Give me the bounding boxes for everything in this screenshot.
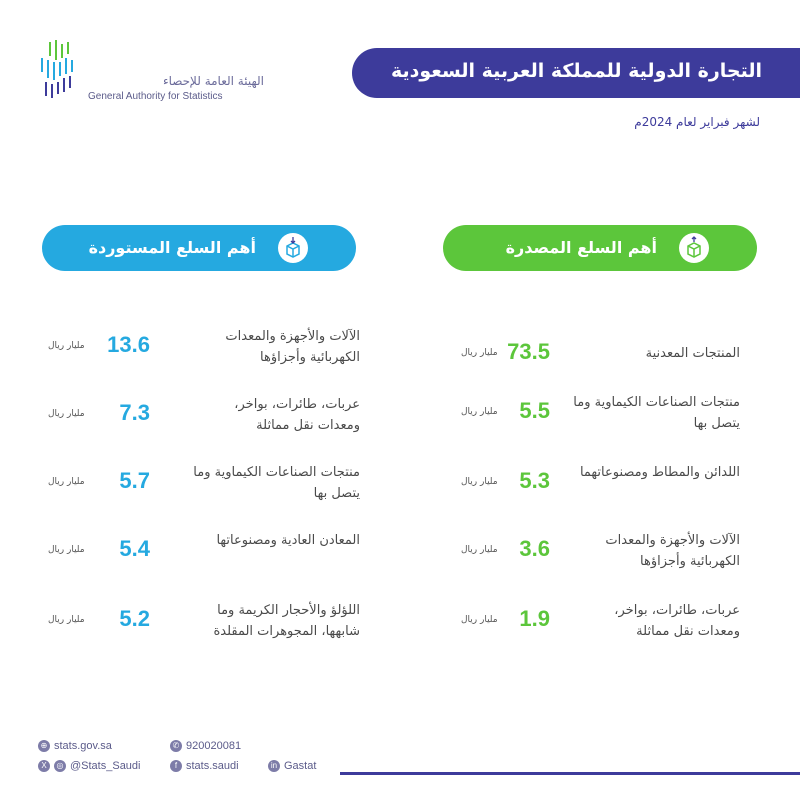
import-item-unit: مليار ريال bbox=[48, 409, 85, 419]
social-handle-text: @Stats_Saudi bbox=[70, 760, 141, 772]
import-item-label: منتجات الصناعات الكيماوية وما يتصل بها bbox=[193, 465, 360, 501]
export-item-label: اللدائن والمطاط ومصنوعاتهما bbox=[579, 465, 740, 480]
export-item-value: 3.6 bbox=[519, 536, 550, 561]
import-item-value: 7.3 bbox=[119, 400, 150, 425]
globe-icon: ⊕ bbox=[38, 740, 50, 752]
import-item-label: عربات، طائرات، بواخر، ومعدات نقل مماثلة bbox=[234, 397, 360, 433]
export-item-label: منتجات الصناعات الكيماوية وما يتصل بها bbox=[573, 395, 740, 431]
footer-phone[interactable] bbox=[170, 740, 241, 752]
footer bbox=[38, 738, 438, 788]
export-item-value: 1.9 bbox=[519, 606, 550, 631]
import-item-4 bbox=[40, 530, 360, 580]
import-item-value: 13.6 bbox=[107, 332, 150, 357]
export-item-unit: مليار ريال bbox=[461, 348, 498, 358]
footer-social-x-instagram[interactable] bbox=[38, 760, 141, 772]
exports-title: أهم السلع المصدرة bbox=[505, 238, 657, 257]
footer-linkedin[interactable] bbox=[268, 760, 316, 772]
website-text: stats.gov.sa bbox=[54, 740, 112, 752]
imports-header bbox=[42, 225, 356, 271]
import-item-value: 5.2 bbox=[119, 606, 150, 631]
import-item-value: 5.4 bbox=[119, 536, 150, 561]
import-item-3 bbox=[40, 462, 360, 512]
export-item-4 bbox=[455, 530, 740, 580]
linkedin-text: Gastat bbox=[284, 760, 317, 772]
footer-divider bbox=[340, 772, 800, 775]
phone-icon: ✆ bbox=[170, 740, 182, 752]
facebook-icon: f bbox=[170, 760, 182, 772]
import-item-1 bbox=[40, 326, 360, 376]
export-item-5 bbox=[455, 600, 740, 650]
import-item-2 bbox=[40, 394, 360, 444]
org-logo bbox=[38, 38, 264, 108]
import-item-label: اللؤلؤ والأحجار الكريمة وما شابهها، المجوهرات المقلدة bbox=[213, 603, 360, 639]
export-item-unit: مليار ريال bbox=[461, 477, 498, 487]
import-item-unit: مليار ريال bbox=[48, 545, 85, 555]
export-item-unit: مليار ريال bbox=[461, 407, 498, 417]
page-subtitle: لشهر فبراير لعام 2024م bbox=[634, 115, 760, 129]
export-item-2 bbox=[455, 392, 740, 442]
box-up-icon bbox=[679, 233, 709, 263]
import-item-label: الآلات والأجهزة والمعدات الكهربائية وأجزاؤها bbox=[225, 329, 360, 365]
import-item-unit: مليار ريال bbox=[48, 341, 85, 351]
exports-header bbox=[443, 225, 757, 271]
export-item-label: عربات، طائرات، بواخر، ومعدات نقل مماثلة bbox=[614, 603, 740, 639]
import-item-unit: مليار ريال bbox=[48, 477, 85, 487]
import-item-5 bbox=[40, 600, 360, 650]
export-item-3 bbox=[455, 462, 740, 512]
imports-title: أهم السلع المستوردة bbox=[88, 238, 256, 257]
export-item-value: 5.3 bbox=[519, 468, 550, 493]
page-title: التجارة الدولية للمملكة العربية السعودية bbox=[352, 48, 800, 98]
footer-facebook[interactable] bbox=[170, 760, 239, 772]
instagram-icon: ◎ bbox=[54, 760, 66, 772]
linkedin-icon: in bbox=[268, 760, 280, 772]
org-name-en: General Authority for Statistics bbox=[88, 91, 223, 102]
footer-website[interactable] bbox=[38, 740, 112, 752]
org-name-ar: الهيئة العامة للإحصاء bbox=[162, 74, 264, 88]
import-item-label: المعادن العادية ومصنوعاتها bbox=[216, 533, 360, 548]
facebook-text: stats.saudi bbox=[186, 760, 239, 772]
import-item-value: 5.7 bbox=[119, 468, 150, 493]
gastat-logo-icon bbox=[38, 38, 80, 100]
box-down-icon bbox=[278, 233, 308, 263]
export-item-value: 5.5 bbox=[519, 398, 550, 423]
phone-text: 920020081 bbox=[186, 740, 242, 752]
export-item-label: المنتجات المعدنية bbox=[645, 346, 740, 361]
export-item-unit: مليار ريال bbox=[461, 545, 498, 555]
export-item-unit: مليار ريال bbox=[461, 615, 498, 625]
x-icon: X bbox=[38, 760, 50, 772]
export-item-value: 73.5 bbox=[507, 339, 550, 364]
export-item-label: الآلات والأجهزة والمعدات الكهربائية وأجزاؤها bbox=[605, 533, 740, 569]
import-item-unit: مليار ريال bbox=[48, 615, 85, 625]
export-item-1 bbox=[455, 333, 740, 383]
